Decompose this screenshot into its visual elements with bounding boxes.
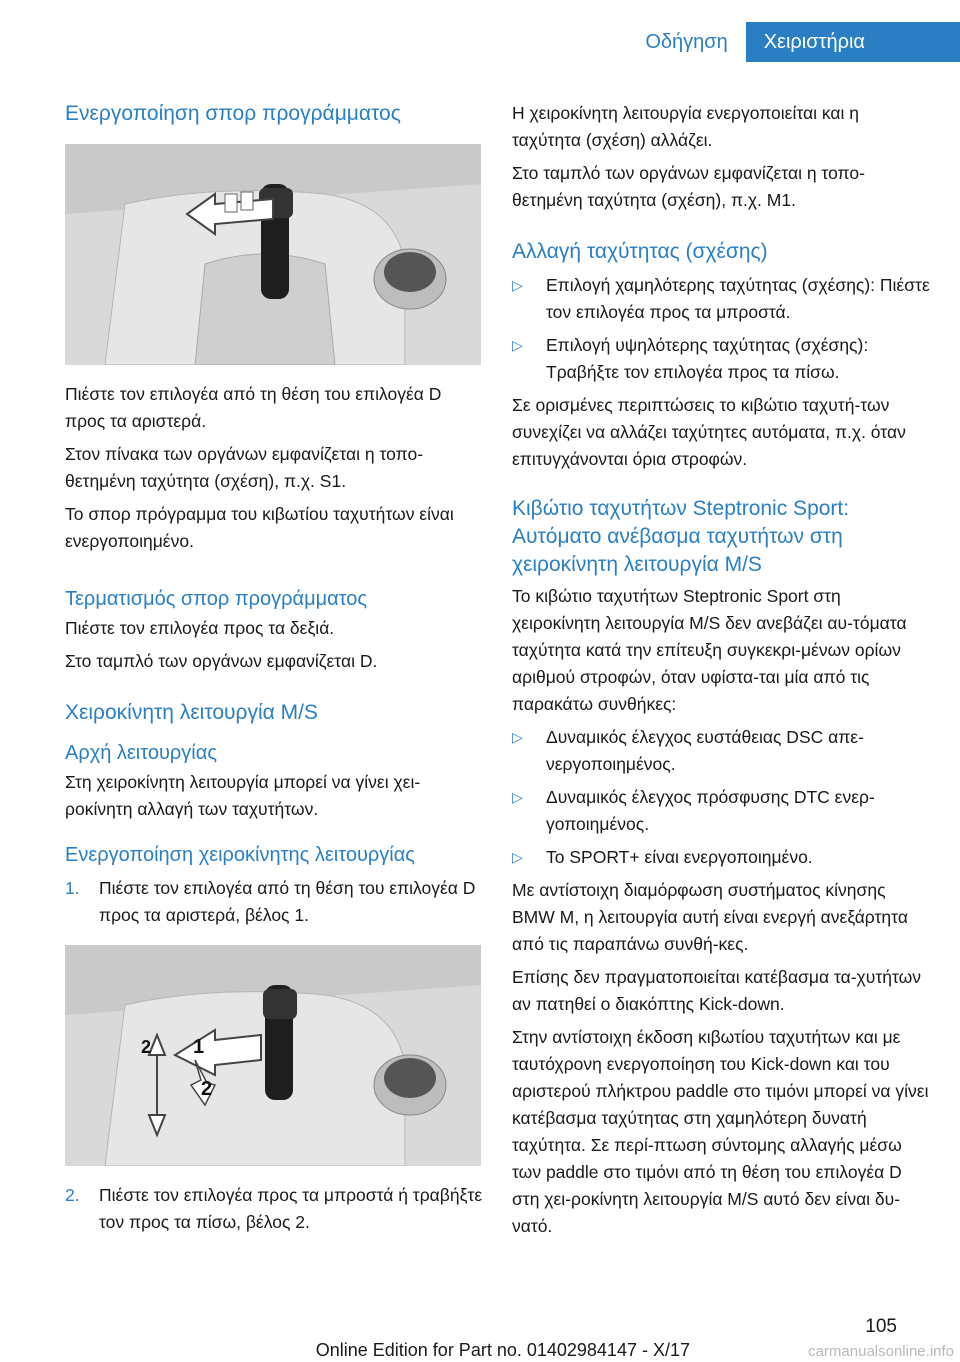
list-item-text: Επιλογή υψηλότερης ταχύτητας (σχέσης): Τραβήξτε τον επιλογέα προς τα πίσω. <box>546 335 869 382</box>
bullet-triangle-icon: ▷ <box>512 277 523 293</box>
paragraph: Σε ορισμένες περιπτώσεις το κιβώτιο ταχυτή‐των συνεχίζει να αλλάζει ταχύτητες αυτόματα, π.χ. όταν επιτυγχάνονται όρια στροφών. <box>512 395 906 469</box>
right-column <box>512 100 930 1240</box>
paragraph: Το κιβώτιο ταχυτήτων Steptronic Sport στη χειροκίνητη λειτουργία M/S δεν ανεβάζει αυ‐τόματα ταχύτητα κατά την επίτευξη συγκεκρι‐μένων ορίων αριθμού στροφών, όταν υφίστα‐ται μία από τις παρακάτω συνθήκες: <box>512 586 907 714</box>
tab-driving[interactable]: Οδήγηση <box>645 31 728 53</box>
list-item-text: Δυναμικός έλεγχος ευστάθειας DSC απε‐νεργοποιημένος. <box>546 727 864 774</box>
list-item <box>512 724 930 778</box>
step-text: Πιέστε τον επιλογέα προς τα μπροστά ή τραβήξτε τον προς τα πίσω, βέλος 2. <box>99 1185 483 1232</box>
paragraph: Με αντίστοιχη διαμόρφωση συστήματος κίνησης BMW M, η λειτουργία αυτή είναι ενεργή ανεξάρτητα από τις παραπάνω συνθή‐κες. <box>512 880 908 954</box>
list-item <box>512 332 930 386</box>
heading-manual-on: Ενεργοποίηση χειροκίνητης λειτουργίας <box>65 844 415 866</box>
paragraph: Πιέστε τον επιλογέα από τη θέση του επιλογέα D προς τα αριστερά. <box>65 384 442 431</box>
paragraph: Το σπορ πρόγραμμα του κιβωτίου ταχυτήτων είναι ενεργοποιημένο. <box>65 504 454 551</box>
heading-manual-mode: Χειροκίνητη λειτουργία M/S <box>65 701 318 724</box>
figure-selector-left <box>65 144 481 365</box>
paragraph: Στο ταμπλό των οργάνων εμφανίζεται D. <box>65 651 378 671</box>
list-item-text: Το SPORT+ είναι ενεργοποιημένο. <box>546 847 813 867</box>
paragraph: Η χειροκίνητη λειτουργία ενεργοποιείται και η ταχύτητα (σχέση) αλλάζει. <box>512 103 860 150</box>
paragraph: Στον πίνακα των οργάνων εμφανίζεται η τοπο‐θετημένη ταχύτητα (σχέση), π.χ. S1. <box>65 444 424 491</box>
bullet-triangle-icon: ▷ <box>512 337 523 353</box>
step-text: Πιέστε τον επιλογέα από τη θέση του επιλογέα D προς τα αριστερά, βέλος 1. <box>99 878 476 925</box>
step-number: 2. <box>65 1185 80 1205</box>
arrow-label-2a: 2 <box>141 1037 152 1057</box>
bullet-triangle-icon: ▷ <box>512 789 523 805</box>
step-1 <box>65 875 485 929</box>
bullet-triangle-icon: ▷ <box>512 849 523 865</box>
step-number: 1. <box>65 878 80 898</box>
heading-gear-shift: Αλλαγή ταχύτητας (σχέσης) <box>512 240 768 263</box>
edition-text: Online Edition for Part no. 01402984147 - X/17 <box>315 1340 690 1360</box>
tab-controls[interactable]: Χειριστήρια <box>746 22 960 62</box>
arrow-label-2b: 2 <box>201 1078 213 1100</box>
arrow-label-1: 1 <box>193 1036 205 1058</box>
chapter-tabs <box>627 22 960 62</box>
paragraph: Πιέστε τον επιλογέα προς τα δεξιά. <box>65 618 335 638</box>
watermark: carmanualsonline.info <box>808 1343 954 1360</box>
bullet-triangle-icon: ▷ <box>512 729 523 745</box>
heading-sport-on: Ενεργοποίηση σπορ προγράμματος <box>65 102 401 125</box>
list-item-text: Δυναμικός έλεγχος πρόσφυσης DTC ενερ‐γοποιημένος. <box>546 787 875 834</box>
list-item <box>512 272 930 326</box>
paragraph: Στην αντίστοιχη έκδοση κιβωτίου ταχυτήτων και με ταυτόχρονη ενεργοποίηση του Kick-down και του αριστερού πλήκτρου paddle στο τιμόνι μπορεί να γίνει κατέβασμα ταχύτητας στη χαμηλότερη δυνατή ταχύτητα. Σε περί‐πτωση σύντομης αλλαγής μέσω των paddle στο τιμόνι από τη θέση του επιλογέα D στη χει‐ροκίνητη λειτουργία M/S αυτό δεν είναι δυ‐νατό. <box>512 1027 929 1236</box>
paragraph: Στη χειροκίνητη λειτουργία μπορεί να γίνει χει‐ροκίνητη αλλαγή των ταχυτήτων. <box>65 772 421 819</box>
heading-sport-off: Τερματισμός σπορ προγράμματος <box>65 588 368 610</box>
heading-principle: Αρχή λειτουργίας <box>65 742 217 764</box>
heading-steptronic: Κιβώτιο ταχυτήτων Steptronic Sport: Αυτόματο ανέβασμα ταχυτήτων στη χειροκίνητη λειτουργία M/S <box>512 497 850 576</box>
paragraph: Στο ταμπλό των οργάνων εμφανίζεται η τοπο‐θετημένη ταχύτητα (σχέση), π.χ. M1. <box>512 163 865 210</box>
list-item <box>512 784 930 838</box>
paragraph: Επίσης δεν πραγματοποιείται κατέβασμα τα‐χυτήτων αν πατηθεί ο διακόπτης Kick-down. <box>512 967 922 1014</box>
left-column <box>65 100 485 1236</box>
list-item <box>512 844 930 871</box>
step-2 <box>65 1182 485 1236</box>
list-item-text: Επιλογή χαμηλότερης ταχύτητας (σχέσης): Πιέστε τον επιλογέα προς τα μπροστά. <box>546 275 930 322</box>
page-number: 105 <box>865 1316 897 1337</box>
figure-selector-manual <box>65 945 481 1166</box>
